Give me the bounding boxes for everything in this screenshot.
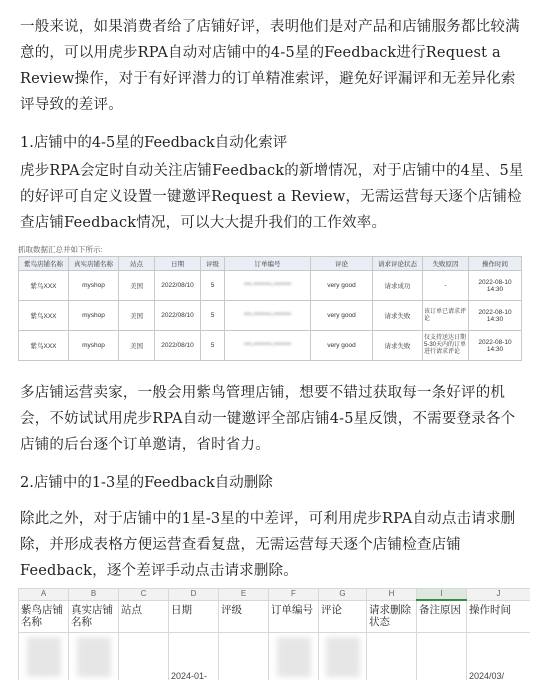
sheet-cell [269,633,319,680]
table-row [19,331,522,361]
spreadsheet-grid [18,588,530,680]
column-letter-selected: I [417,589,467,601]
cell: 该订单已请求评论 [423,301,469,331]
sheet-cell [219,633,269,680]
column-letter: G [319,589,367,601]
order-number-cell [225,331,311,361]
cell: myshop [69,271,119,301]
column-letter: J [467,589,531,601]
col-header: 操作时间 [469,257,522,271]
cell: 紫鸟XXX [19,301,69,331]
sheet-cell [19,633,69,680]
sheet-cell [119,633,169,680]
cell: 紫鸟XXX [19,271,69,301]
redacted-block [27,637,61,677]
cell: 2022-08-10 14:30 [469,331,522,361]
column-letter: A [19,589,69,601]
intro-paragraph: 一般来说，如果消费者给了店铺好评，表明他们是对产品和店铺服务都比较满意的，可以用虎步RPA自动对店铺中的4-5星的Feedback进行Request a Review操作，对于有好评潜力的订单精准索评，避免好评漏评和无差异化索评导致的差评。 [20,19,520,113]
review-request-table [18,256,522,361]
order-number: ***-*******-******* [243,342,292,349]
cell: 5 [201,301,225,331]
column-letter: B [69,589,119,601]
order-number-cell [225,301,311,331]
cell: very good [311,331,373,361]
cell: 2022-08-10 14:30 [469,271,522,301]
order-number: ***-*******-******* [243,282,292,289]
sheet-header-cell: 评论 [319,600,367,633]
cell: 美国 [119,331,155,361]
cell: 请求失败 [373,331,423,361]
review-request-screenshot [18,244,524,361]
cell: 请求失败 [373,301,423,331]
redacted-block [326,637,360,677]
cell: 紫鸟XXX [19,331,69,361]
col-header: 失败原因 [423,257,469,271]
sheet-header-cell: 操作时间 [467,600,531,633]
column-letter-row [19,589,531,601]
section1-body: 虎步RPA会定时自动关注店铺Feedback的新增情况，对于店铺中的4星、5星的好评可自定义设置一键邀评Request a Review，无需运营每天逐个店铺检查店铺Feedback情况，可以大大提升我们的工作效率。 [20,163,524,231]
cell: myshop [69,331,119,361]
redacted-block [77,637,111,677]
cell: 2022/08/10 [155,331,201,361]
section2-body: 除此之外，对于店铺中的1星-3星的中差评，可利用虎步RPA自动点击请求删除，并形成表格方便运营查看复盘，无需运营每天逐个店铺检查店铺Feedback，逐个差评手动点击请求删除。 [20,511,516,579]
sheet-header-cell: 日期 [169,600,219,633]
column-letter: H [367,589,417,601]
sheet-header-cell: 备注原因 [417,600,467,633]
cell: 2022/08/10 [155,301,201,331]
column-letter: E [219,589,269,601]
cell: very good [311,301,373,331]
sheet-cell [69,633,119,680]
sheet-data-row [19,633,531,680]
cell: 2022-08-10 14:30 [469,301,522,331]
cell: 仅支持送达日期5-30天内的订单进行请求评论 [423,331,469,361]
spreadsheet-screenshot [18,588,530,680]
col-header: 日期 [155,257,201,271]
sheet-date-peek: 2024-01- [171,671,208,680]
middle-paragraph: 多店铺运营卖家，一般会用紫鸟管理店铺，想要不错过获取每一条好评的机会，不妨试试用虎步RPA自动一键邀评全部店铺4-5星反馈，不需要登录各个店铺的后台逐个订单邀请，省时省力。 [20,385,516,453]
order-number: ***-*******-******* [243,312,292,319]
cell: 美国 [119,301,155,331]
order-number-cell [225,271,311,301]
screenshot-caption: 抓取数据汇总并如下所示: [18,245,103,254]
sheet-header-cell: 真实店铺名称 [69,600,119,633]
section2-title: 2.店铺中的1-3星的Feedback自动删除 [20,475,273,491]
col-header: 评级 [201,257,225,271]
cell: 请求成功 [373,271,423,301]
col-header: 紫鸟店铺名称 [19,257,69,271]
col-header: 订单编号 [225,257,311,271]
col-header: 站点 [119,257,155,271]
sheet-header-cell: 请求删除状态 [367,600,417,633]
sheet-header-cell: 订单编号 [269,600,319,633]
table-row [19,301,522,331]
col-header: 请求评论状态 [373,257,423,271]
cell: 2022/08/10 [155,271,201,301]
cell: 5 [201,331,225,361]
sheet-time-peek: 2024/03/ [469,671,505,680]
column-letter: D [169,589,219,601]
sheet-cell [169,633,219,680]
sheet-cell [467,633,531,680]
column-letter: C [119,589,169,601]
cell: very good [311,271,373,301]
cell: myshop [69,301,119,331]
cell: 5 [201,271,225,301]
sheet-cell [417,633,467,680]
table-header-row [19,257,522,271]
section1-title: 1.店铺中的4-5星的Feedback自动化索评 [20,135,288,151]
sheet-cell [367,633,417,680]
cell: 美国 [119,271,155,301]
column-letter: F [269,589,319,601]
col-header: 评论 [311,257,373,271]
sheet-header-cell: 站点 [119,600,169,633]
cell: - [423,271,469,301]
col-header: 真实店铺名称 [69,257,119,271]
sheet-cell [319,633,367,680]
sheet-header-cell: 评级 [219,600,269,633]
redacted-block [277,637,311,677]
table-row [19,271,522,301]
sheet-header-row [19,600,531,633]
sheet-header-cell: 紫鸟店铺名称 [19,600,69,633]
